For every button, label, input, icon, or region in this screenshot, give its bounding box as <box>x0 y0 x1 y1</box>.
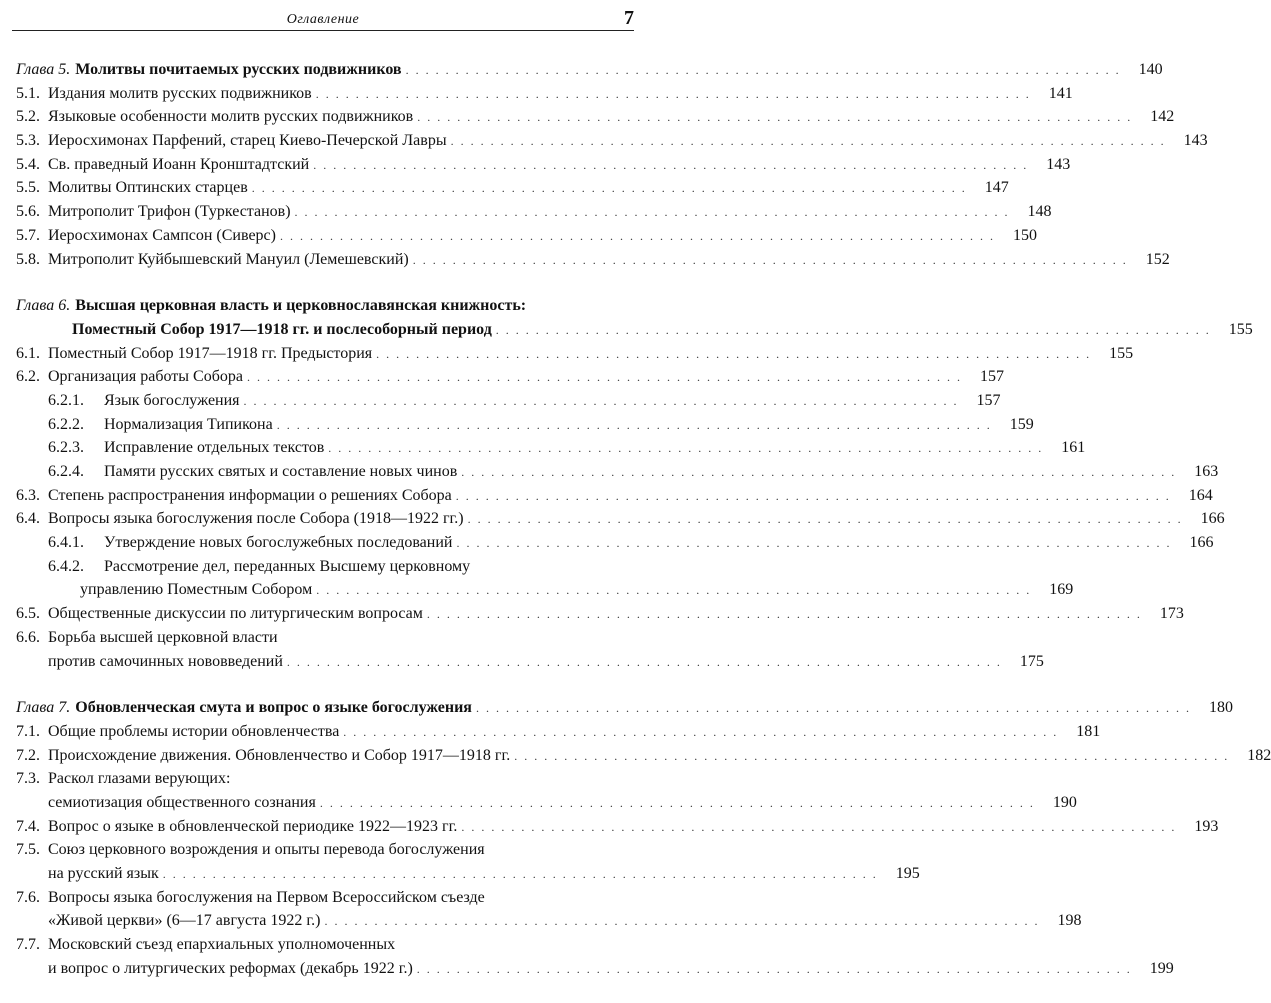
subsection-number: 6.4.2. <box>48 557 84 575</box>
page-ref: 169 <box>1049 581 1074 599</box>
section-title: Вопрос о языке в обновленческой периодике 1922—1923 гг. <box>48 817 458 835</box>
page-ref: 140 <box>1138 61 1163 78</box>
toc-entry[interactable] <box>16 886 634 910</box>
leader-dots <box>277 414 992 438</box>
leader-dots <box>247 366 962 390</box>
section-number: 7.4. <box>16 817 40 835</box>
page-ref: 173 <box>1159 605 1184 623</box>
toc-entry[interactable] <box>16 342 1134 366</box>
section-title: Иеросхимонах Сампсон (Сиверс) <box>48 226 276 244</box>
page-ref: 190 <box>1052 793 1077 811</box>
toc-entry[interactable] <box>16 626 634 650</box>
section-title: Иеросхимонах Парфений, старец Киево-Печерской Лавры <box>48 132 447 150</box>
chapter-label: Глава 6. <box>16 297 71 315</box>
subsection-title: Нормализация Типикона <box>104 415 273 433</box>
page-ref: 161 <box>1061 439 1086 457</box>
subsection-number: 6.2.1. <box>48 391 84 409</box>
chapter-6 <box>16 294 1253 673</box>
toc-subentry-continued[interactable] <box>16 578 1074 602</box>
leader-dots <box>468 508 1183 532</box>
toc-entry[interactable] <box>16 507 1225 531</box>
section-title-continued: «Живой церкви» (6—17 августа 1922 г.) <box>48 912 321 930</box>
toc-entry-continued[interactable] <box>16 909 1082 933</box>
subsection-title: Рассмотрение дел, переданных Высшему церковному <box>104 557 471 575</box>
section-title: Общественные дискуссии по литургическим вопросам <box>48 605 423 623</box>
page-ref: 141 <box>1048 84 1073 102</box>
leader-dots <box>461 461 1176 485</box>
page-ref: 163 <box>1194 463 1219 480</box>
chapter-heading[interactable] <box>16 294 634 318</box>
page-ref: 180 <box>1208 699 1233 717</box>
leader-dots <box>295 201 1010 225</box>
section-title: Раскол глазами верующих: <box>48 770 231 788</box>
table-of-contents <box>16 58 1271 1003</box>
page-ref: 157 <box>979 368 1004 386</box>
toc-entry-continued[interactable] <box>16 957 1174 981</box>
section-number: 7.2. <box>16 746 40 764</box>
subsection-number: 6.4.1. <box>48 534 84 552</box>
subsection-title-continued: управлению Поместным Собором <box>80 581 313 599</box>
subsection-title: Исправление отдельных текстов <box>104 439 325 457</box>
page-ref: 143 <box>1046 155 1071 173</box>
leader-dots <box>451 130 1166 154</box>
toc-entry[interactable] <box>16 365 1004 389</box>
subsection-number: 6.2.3. <box>48 439 84 457</box>
section-title: Митрополит Куйбышевский Мануил (Лемешевский) <box>48 250 409 268</box>
subsection-title: Язык богослужения <box>104 391 240 409</box>
toc-entry[interactable] <box>16 105 1175 129</box>
toc-entry[interactable] <box>16 744 1271 768</box>
section-title: Борьба высшей церковной власти <box>48 628 278 646</box>
toc-entry[interactable] <box>16 484 1213 508</box>
section-title: Издания молитв русских подвижников <box>48 84 312 102</box>
chapter-label: Глава 7. <box>16 699 71 717</box>
subsection-number: 6.2.4. <box>48 463 84 480</box>
section-title: Св. праведный Иоанн Кронштадтский <box>48 155 310 173</box>
leader-dots <box>343 721 1058 745</box>
section-number: 7.5. <box>16 841 40 859</box>
chapter-heading-continued[interactable] <box>16 318 1253 342</box>
page-ref: 143 <box>1183 132 1208 150</box>
page-ref: 148 <box>1027 203 1052 221</box>
page-ref: 195 <box>895 865 920 882</box>
page-ref: 182 <box>1247 746 1271 764</box>
leader-dots <box>476 697 1191 721</box>
page-ref: 175 <box>1019 652 1044 670</box>
leader-dots <box>280 225 995 249</box>
chapter-label: Глава 5. <box>16 61 71 78</box>
leader-dots <box>406 59 1121 83</box>
chapter-title-continued: Поместный Собор 1917—1918 гг. и послесоборный период <box>72 320 492 338</box>
section-number: 7.7. <box>16 936 40 954</box>
leader-dots <box>496 319 1211 343</box>
section-title: Вопросы языка богослужения после Собора (1918—1922 гг.) <box>48 510 464 528</box>
section-number: 5.3. <box>16 132 40 150</box>
section-title: Организация работы Собора <box>48 368 243 386</box>
toc-subentry[interactable] <box>16 413 1034 437</box>
toc-entry[interactable] <box>16 933 634 957</box>
leader-dots <box>316 579 1031 603</box>
toc-entry[interactable] <box>16 200 1052 224</box>
leader-dots <box>456 532 1171 556</box>
section-title: Вопросы языка богослужения на Первом Всероссийском съезде <box>48 888 485 906</box>
leader-dots <box>514 745 1229 769</box>
section-title: Молитвы Оптинских старцев <box>48 179 248 197</box>
page-ref: 155 <box>1228 320 1253 338</box>
toc-entry[interactable] <box>16 815 1219 839</box>
page-ref: 166 <box>1189 534 1214 552</box>
leader-dots <box>244 390 959 414</box>
toc-entry[interactable] <box>16 602 1184 626</box>
section-number: 7.3. <box>16 770 40 788</box>
page-header <box>12 6 634 31</box>
page-ref: 159 <box>1009 415 1034 433</box>
section-number: 7.6. <box>16 888 40 906</box>
page-ref: 164 <box>1188 486 1213 504</box>
section-number: 6.2. <box>16 368 40 386</box>
chapter-heading[interactable] <box>16 696 1233 720</box>
page-ref: 181 <box>1076 722 1101 740</box>
subsection-title: Памяти русских святых и составление новых чинов <box>104 463 458 480</box>
section-title: Поместный Собор 1917—1918 гг. Предыстория <box>48 344 373 362</box>
section-title-continued: против самочинных нововведений <box>48 652 283 670</box>
toc-entry[interactable] <box>16 767 634 791</box>
chapter-5 <box>16 58 1208 271</box>
subsection-title: Утверждение новых богослужебных последований <box>104 534 453 552</box>
leader-dots <box>376 343 1091 367</box>
section-title: Степень распространения информации о решениях Собора <box>48 486 452 504</box>
leader-dots <box>417 106 1132 130</box>
section-title: Происхождение движения. Обновленчество и Собор 1917—1918 гг. <box>48 746 511 764</box>
section-title: Московский съезд епархиальных уполномоченных <box>48 936 396 954</box>
toc-entry[interactable] <box>16 224 1037 248</box>
chapter-title: Молитвы почитаемых русских подвижников <box>75 61 402 78</box>
leader-dots <box>252 177 967 201</box>
chapter-title: Высшая церковная власть и церковнославянская книжность: <box>75 297 527 315</box>
section-number: 5.4. <box>16 155 40 173</box>
toc-entry[interactable] <box>16 153 1071 177</box>
leader-dots <box>287 651 1002 675</box>
chapter-title: Обновленческая смута и вопрос о языке богослужения <box>75 699 472 717</box>
toc-entry[interactable] <box>16 82 1073 106</box>
page-ref: 198 <box>1057 912 1082 930</box>
toc-entry[interactable] <box>16 248 1170 272</box>
page-ref: 142 <box>1150 108 1175 126</box>
page-ref: 193 <box>1194 817 1219 835</box>
page-ref: 199 <box>1149 959 1174 977</box>
section-number: 5.7. <box>16 226 40 244</box>
chapter-heading[interactable] <box>16 58 1163 82</box>
section-number: 6.6. <box>16 628 40 646</box>
toc-subentry[interactable] <box>16 436 1086 460</box>
leader-dots <box>413 249 1128 273</box>
leader-dots <box>328 437 1043 461</box>
section-title-continued: семиотизация общественного сознания <box>48 793 316 811</box>
page-ref: 150 <box>1012 226 1037 244</box>
toc-entry-continued[interactable] <box>16 791 1077 815</box>
section-number: 6.1. <box>16 344 40 362</box>
section-number: 6.5. <box>16 605 40 623</box>
leader-dots <box>163 863 878 887</box>
page-number: 7 <box>624 7 634 29</box>
toc-entry-continued[interactable] <box>16 650 1044 674</box>
section-number: 5.6. <box>16 203 40 221</box>
page-ref: 166 <box>1200 510 1225 528</box>
chapter-7 <box>16 696 1271 980</box>
leader-dots <box>320 792 1035 816</box>
section-title: Общие проблемы истории обновленчества <box>48 722 340 740</box>
section-number: 7.1. <box>16 722 40 740</box>
toc-entry[interactable] <box>16 176 1009 200</box>
section-number: 5.5. <box>16 179 40 197</box>
leader-dots <box>461 816 1176 840</box>
section-title: Митрополит Трифон (Туркестанов) <box>48 203 291 221</box>
page-ref: 157 <box>976 391 1001 409</box>
section-title: Языковые особенности молитв русских подвижников <box>48 108 414 126</box>
page-ref: 147 <box>984 179 1009 197</box>
toc-entry[interactable] <box>16 129 1208 153</box>
toc-entry[interactable] <box>16 838 634 862</box>
section-number: 5.8. <box>16 250 40 268</box>
running-title: Оглавление <box>286 12 360 27</box>
section-title-continued: на русский язык <box>48 865 159 882</box>
page-ref: 152 <box>1145 250 1170 268</box>
toc-subentry[interactable] <box>16 555 634 579</box>
leader-dots <box>316 83 1031 107</box>
leader-dots <box>417 958 1132 982</box>
leader-dots <box>427 603 1142 627</box>
section-number: 6.3. <box>16 486 40 504</box>
page-ref: 155 <box>1109 344 1134 362</box>
section-number: 5.1. <box>16 84 40 102</box>
toc-subentry[interactable] <box>16 460 1219 484</box>
toc-entry[interactable] <box>16 720 1101 744</box>
toc-subentry[interactable] <box>16 531 1214 555</box>
toc-entry-continued[interactable] <box>16 862 920 886</box>
section-title: Союз церковного возрождения и опыты перевода богослужения <box>48 841 485 859</box>
toc-subentry[interactable] <box>16 389 1001 413</box>
leader-dots <box>324 910 1039 934</box>
section-number: 5.2. <box>16 108 40 126</box>
section-title-continued: и вопрос о литургических реформах (декабрь 1922 г.) <box>48 959 413 977</box>
subsection-number: 6.2.2. <box>48 415 84 433</box>
leader-dots <box>313 154 1028 178</box>
section-number: 6.4. <box>16 510 40 528</box>
leader-dots <box>456 485 1171 509</box>
